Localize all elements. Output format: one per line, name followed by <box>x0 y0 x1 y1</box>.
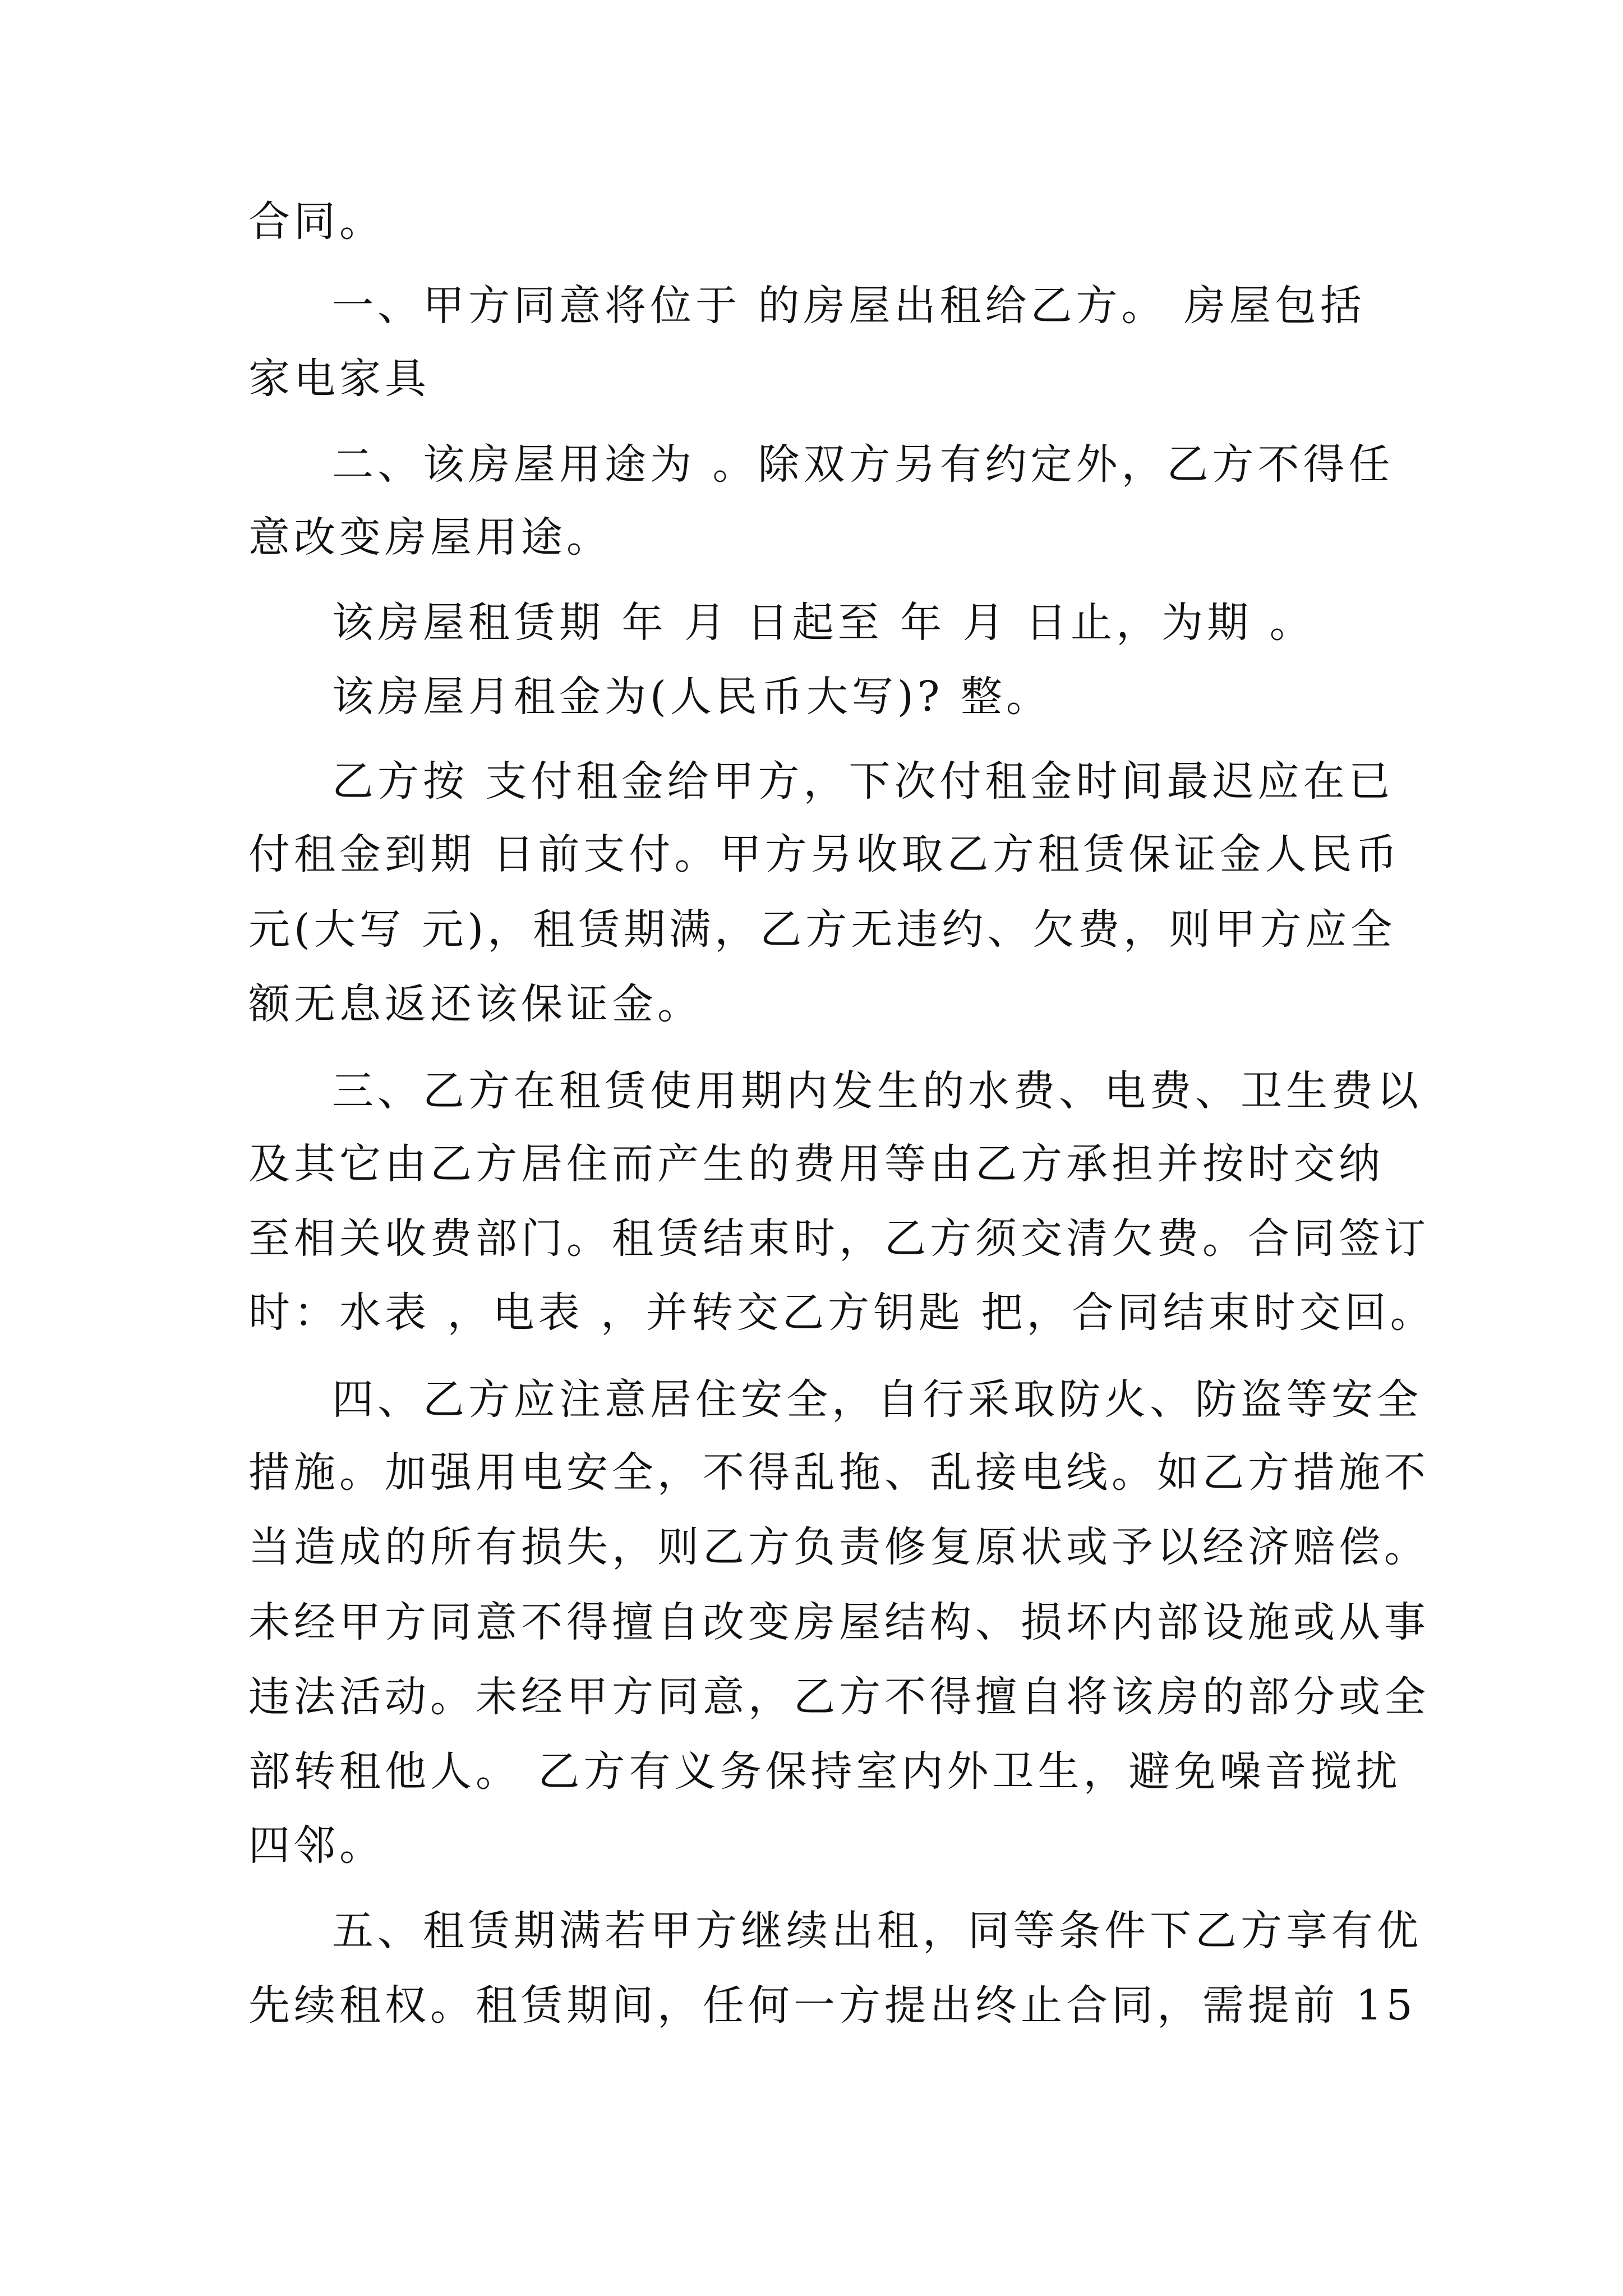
text-line: 三、乙方在租赁使用期内发生的水费、电费、卫生费以 <box>332 1067 1422 1115</box>
text-line: 额无息返还该保证金。 <box>248 980 703 1028</box>
text-line: 该房屋月租金为(人民币大写)? 整。 <box>332 673 1052 721</box>
text-line: 该房屋租赁期 年 月 日起至 年 月 日止，为期 。 <box>332 599 1315 647</box>
text-line: 未经甲方同意不得擅自改变房屋结构、损坏内部设施或从事 <box>248 1598 1430 1646</box>
text-line: 二、该房屋用途为 。除双方另有约定外，乙方不得任 <box>332 440 1394 489</box>
text-line: 违法活动。未经甲方同意，乙方不得擅自将该房的部分或全 <box>248 1673 1430 1721</box>
text-line: 先续租权。租赁期间，任何一方提出终止合同，需提前 15 <box>248 1981 1417 2030</box>
text-line: 五、租赁期满若甲方继续出租，同等条件下乙方享有优 <box>332 1907 1422 1955</box>
text-line: 措施。加强用电安全，不得乱拖、乱接电线。如乙方措施不 <box>248 1448 1430 1497</box>
text-line: 四邻。 <box>248 1821 385 1870</box>
text-line: 至相关收费部门。租赁结束时，乙方须交清欠费。合同签订 <box>248 1214 1430 1263</box>
text-line: 及其它由乙方居住而产生的费用等由乙方承担并按时交纳 <box>248 1140 1384 1188</box>
text-line: 乙方按 支付租金给甲方，下次付租金时间最迟应在已 <box>332 757 1394 806</box>
text-line: 四、乙方应注意居住安全，自行采取防火、防盗等安全 <box>332 1375 1422 1424</box>
text-line: 部转租他人。 乙方有义务保持室内外卫生，避免噪音搅扰 <box>248 1747 1401 1796</box>
text-line: 时：水表 ，电表 ，并转交乙方钥匙 把，合同结束时交回。 <box>248 1289 1436 1337</box>
text-line: 一、甲方同意将位于 的房屋出租给乙方。 房屋包括 <box>332 282 1366 330</box>
text-line: 合同。 <box>248 197 385 246</box>
text-line: 当造成的所有损失，则乙方负责修复原状或予以经济赔偿。 <box>248 1523 1430 1571</box>
text-line: 家电家具 <box>248 355 430 403</box>
text-line: 元(大写 元)，租赁期满，乙方无违约、欠费，则甲方应全 <box>248 905 1396 954</box>
text-line: 付租金到期 日前支付。甲方另收取乙方租赁保证金人民币 <box>248 830 1401 878</box>
text-line: 意改变房屋用途。 <box>248 513 612 562</box>
